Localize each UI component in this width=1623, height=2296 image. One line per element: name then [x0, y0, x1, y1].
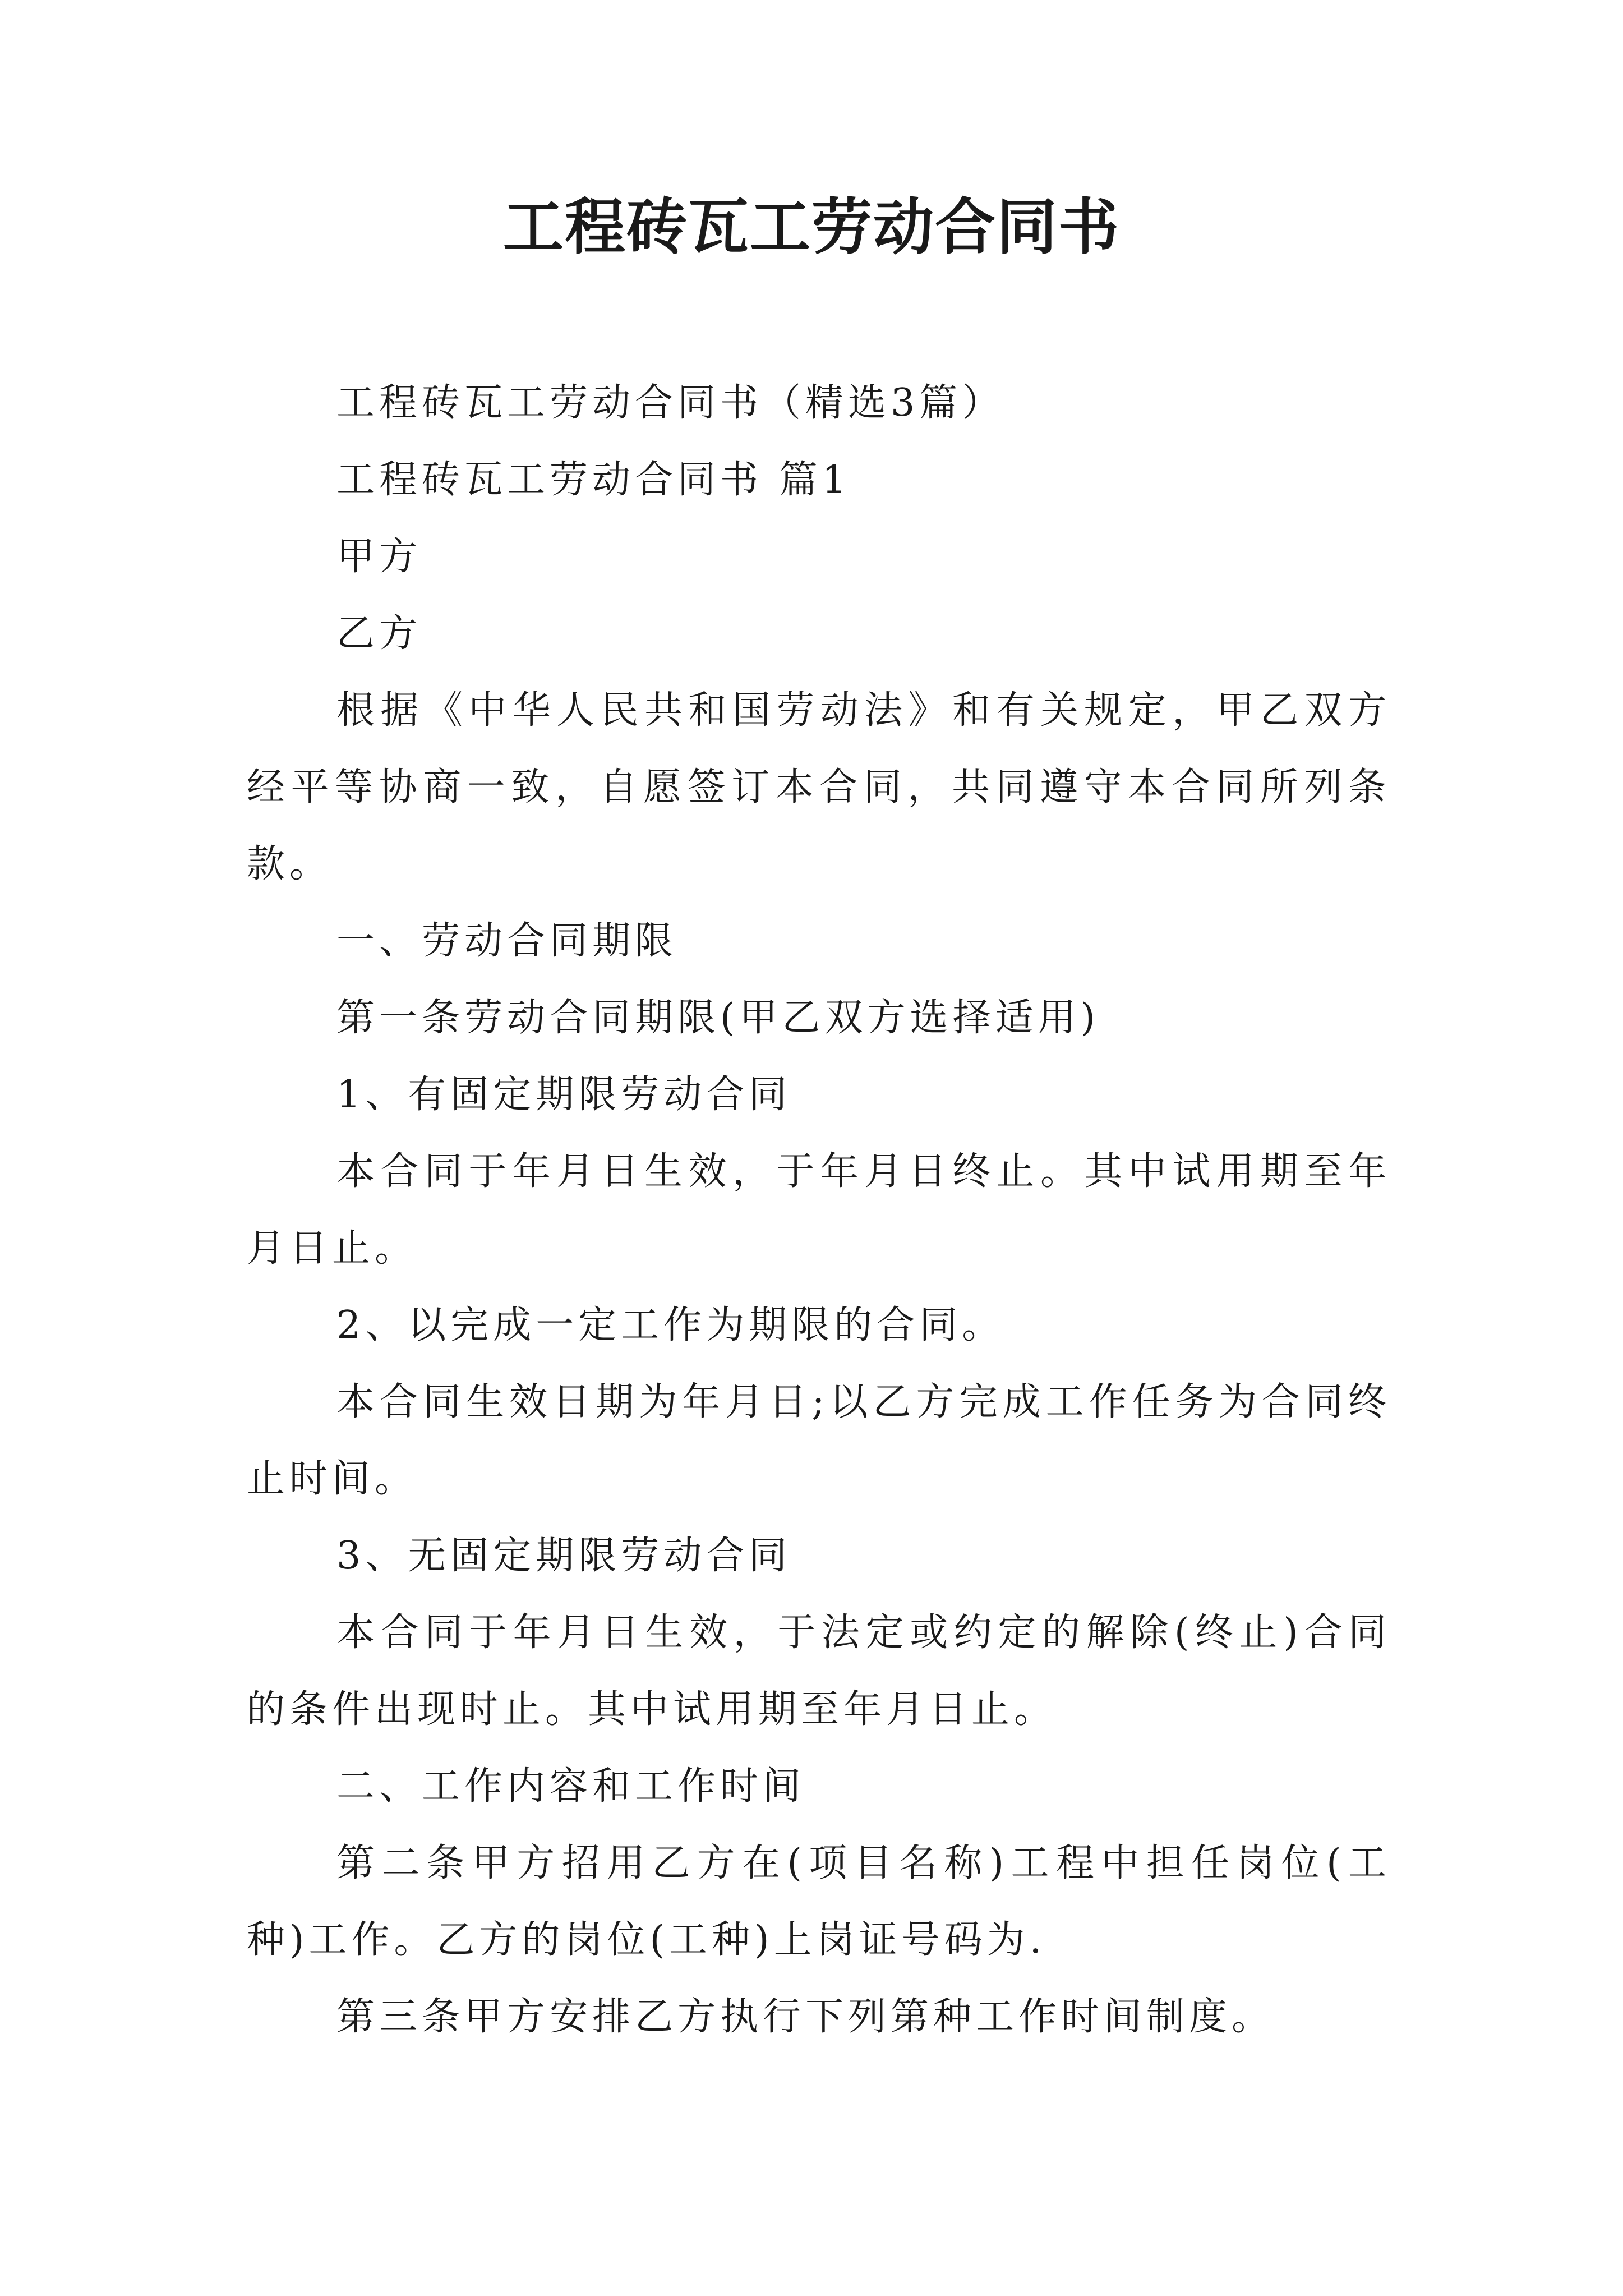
document-title: 工程砖瓦工劳动合同书: [502, 192, 1120, 263]
paragraph: 第三条甲方安排乙方执行下列第种工作时间制度。: [336, 1995, 1275, 2039]
paragraph-heading: 二、工作内容和工作时间: [336, 1764, 806, 1809]
paragraph: 第二条甲方招用乙方在(项目名称)工程中担任岗位(工种)工作。乙方的岗位(工种)上岗证号码为.: [247, 1841, 1391, 1962]
paragraph-subtitle: 工程砖瓦工劳动合同书（精选3篇）: [336, 381, 1005, 425]
paragraph-party-b: 乙方: [336, 611, 422, 656]
paragraph: 3、无固定期限劳动合同: [336, 1534, 792, 1578]
paragraph: 本合同于年月日生效，于年月日终止。其中试用期至年月日止。: [247, 1149, 1391, 1271]
paragraph-party-a: 甲方: [336, 535, 422, 579]
paragraph-heading: 一、劳动合同期限: [336, 919, 678, 963]
paragraph: 本合同于年月日生效，于法定或约定的解除(终止)合同的条件出现时止。其中试用期至年月日止。: [247, 1611, 1391, 1732]
document-body: [247, 365, 1391, 2055]
paragraph: 根据《中华人民共和国劳动法》和有关规定，甲乙双方经平等协商一致，自愿签订本合同，共同遵守本合同所列条款。: [247, 688, 1391, 886]
paragraph: 2、以完成一定工作为期限的合同。: [336, 1303, 1005, 1347]
paragraph-section-heading: 工程砖瓦工劳动合同书 篇1: [336, 458, 851, 502]
paragraph: 第一条劳动合同期限(甲乙双方选择适用): [336, 996, 1100, 1040]
paragraph: 1、有固定期限劳动合同: [336, 1073, 792, 1117]
paragraph: 本合同生效日期为年月日;以乙方完成工作任务为合同终止时间。: [247, 1380, 1391, 1501]
